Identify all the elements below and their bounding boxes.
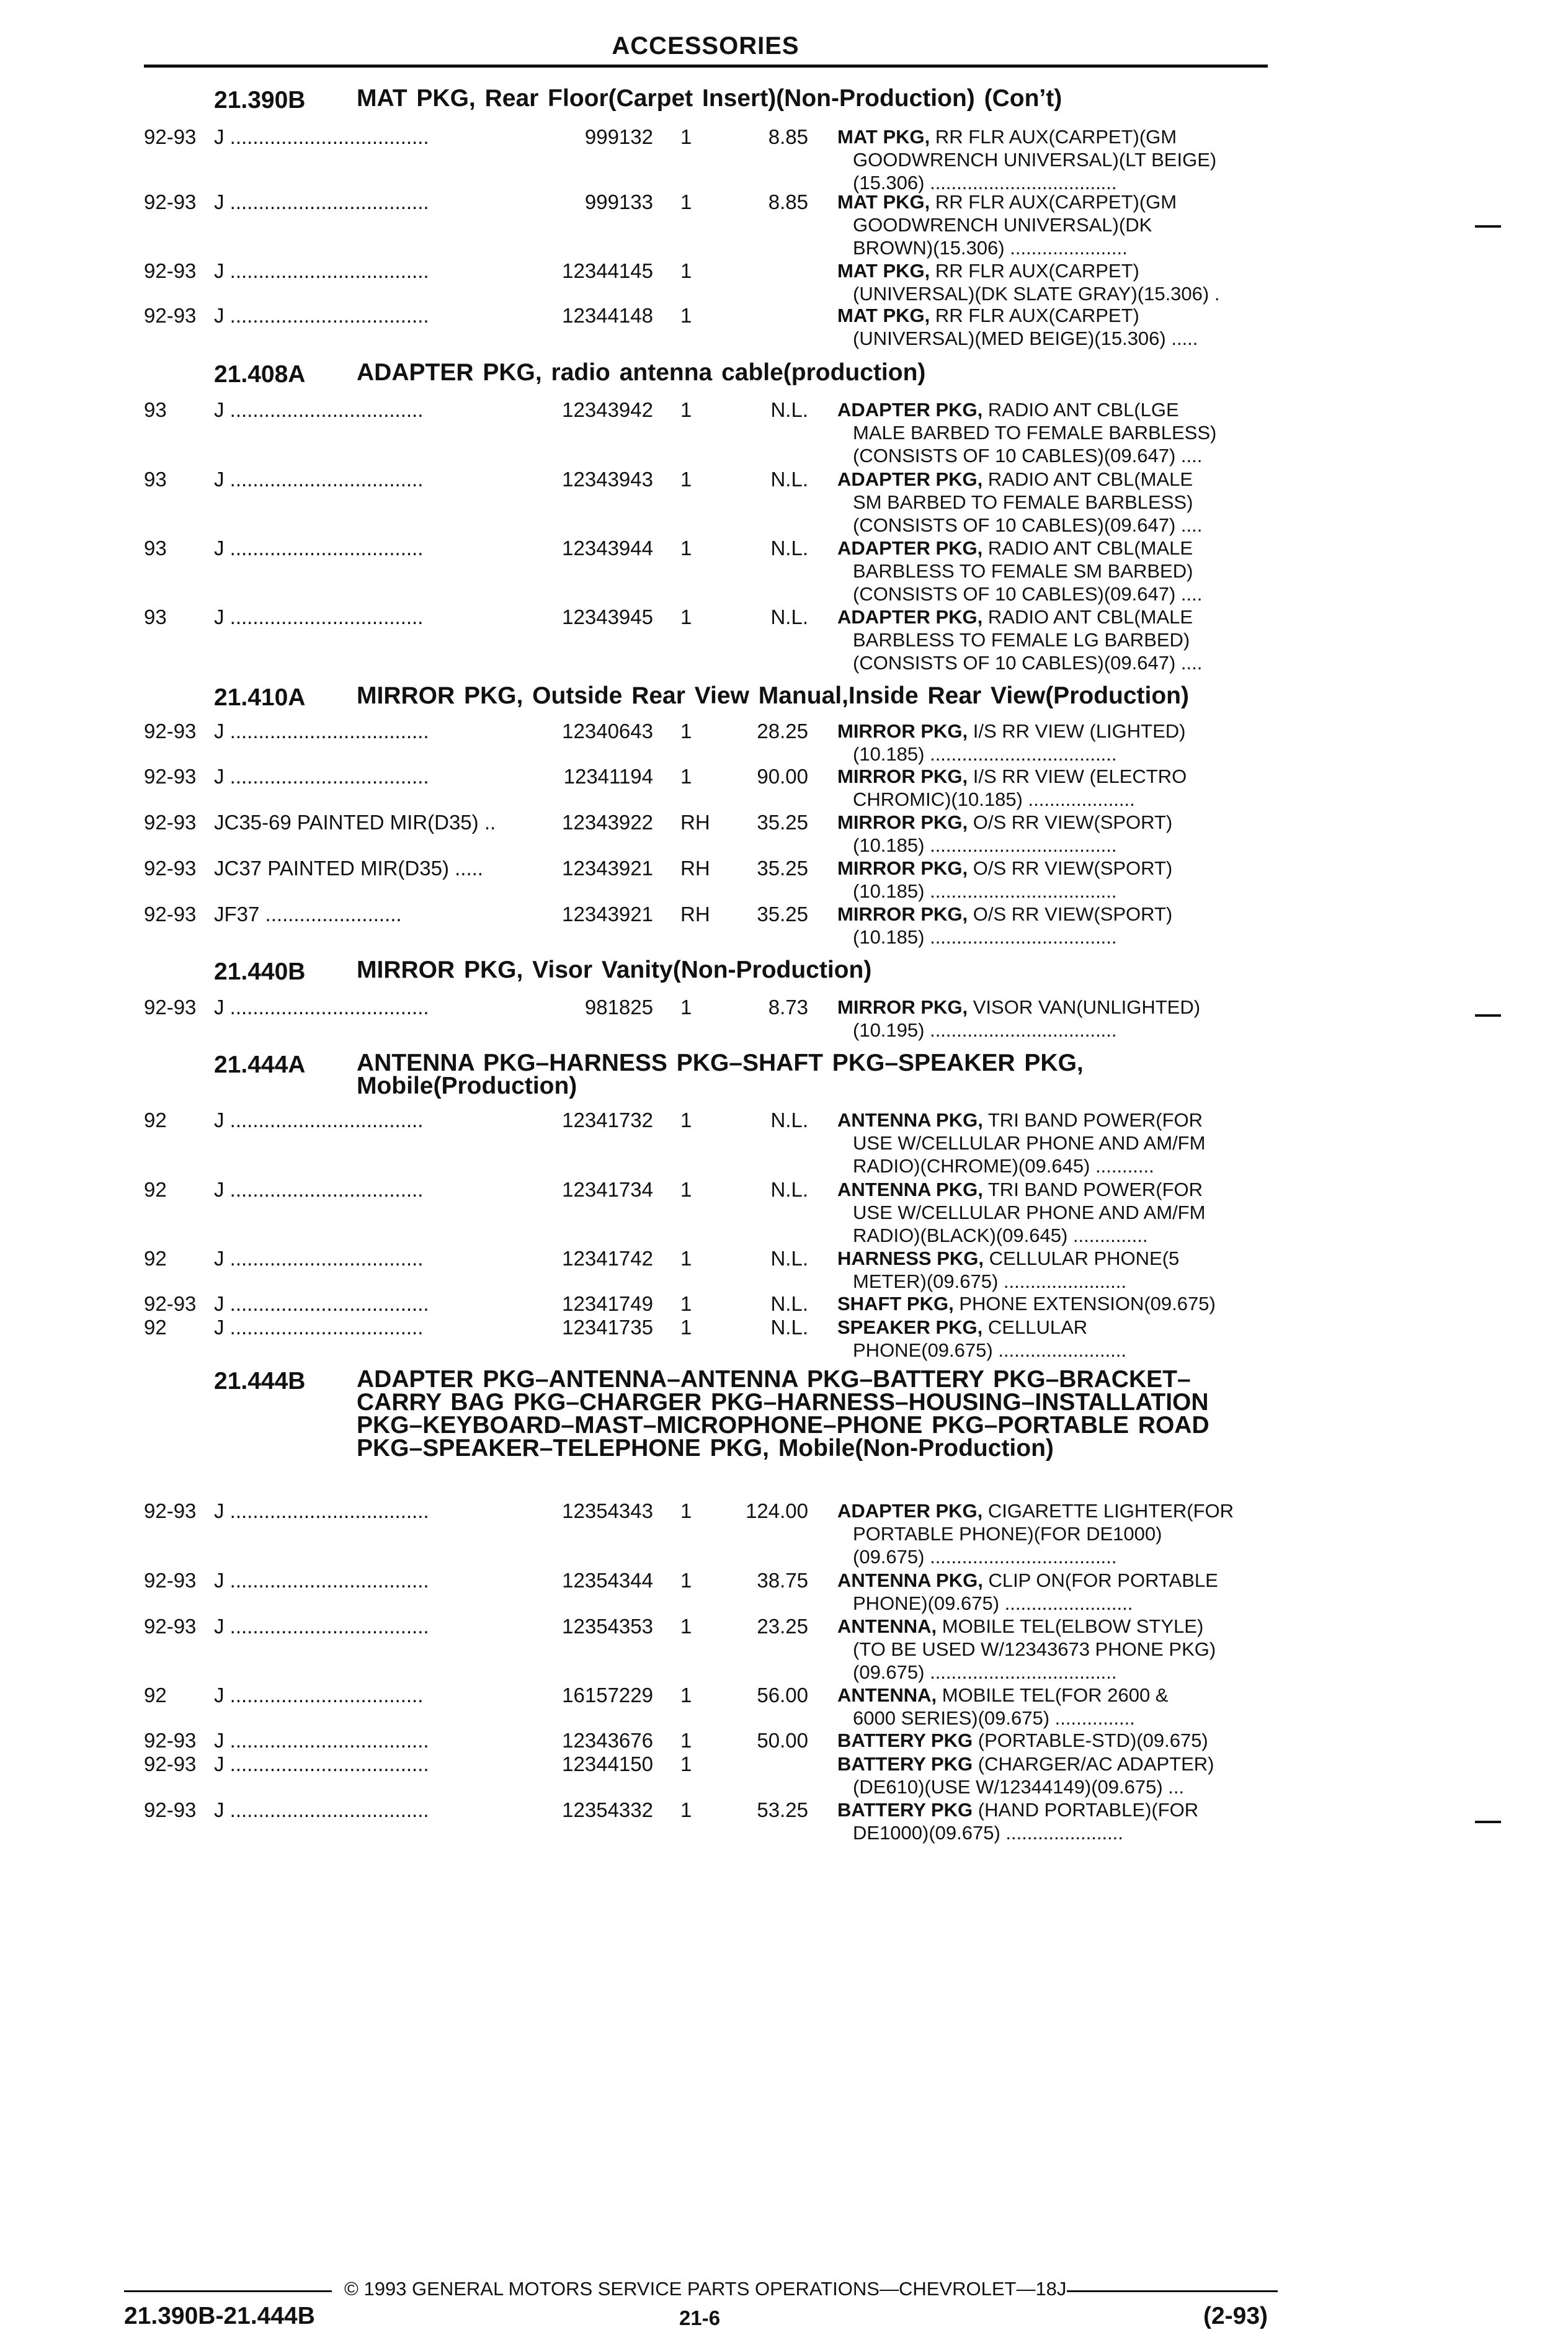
margin-change-mark [1475, 1014, 1501, 1017]
description-line [837, 996, 1268, 1019]
description-line [837, 1316, 1268, 1339]
description-line [837, 1684, 1268, 1707]
item-year: 92 [144, 1684, 167, 1707]
item-price: 8.85 [768, 125, 808, 148]
description-keyword: MIRROR PKG, [837, 720, 968, 742]
item-part-number: 12344150 [562, 1752, 653, 1775]
description-line [837, 605, 1268, 628]
item-year: 92-93 [144, 857, 197, 880]
description-line: PHONE)(09.675) ........................ [853, 1592, 1133, 1614]
item-usage: J .................................. [214, 1316, 424, 1339]
description-line [837, 1615, 1268, 1638]
description-keyword: MAT PKG, [837, 126, 930, 148]
description-line: METER)(09.675) ....................... [853, 1270, 1126, 1292]
item-quantity: RH [680, 857, 710, 880]
item-quantity: 1 [680, 1615, 692, 1638]
item-year: 92-93 [144, 811, 197, 834]
item-quantity: 1 [680, 190, 692, 213]
section-title: MIRROR PKG, Outside Rear View Manual,Inside Rear View(Production) [357, 682, 1189, 709]
item-price: 56.00 [757, 1684, 808, 1707]
item-description [837, 1247, 1268, 1293]
description-line: BARBLESS TO FEMALE LG BARBED) [853, 629, 1190, 651]
item-year: 93 [144, 468, 167, 491]
item-quantity: 1 [680, 996, 692, 1019]
description-line: (10.185) ................................... [853, 926, 1117, 948]
margin-change-mark [1475, 225, 1501, 228]
item-usage: J ................................... [214, 1798, 429, 1821]
item-usage: J .................................. [214, 1684, 424, 1707]
description-keyword: MIRROR PKG, [837, 903, 968, 925]
item-quantity: 1 [680, 1499, 692, 1522]
item-price: 90.00 [757, 765, 808, 788]
item-usage: J ................................... [214, 1569, 429, 1592]
item-usage: J ................................... [214, 259, 429, 282]
description-line: PHONE(09.675) ........................ [853, 1339, 1127, 1361]
description-keyword: MAT PKG, [837, 260, 930, 282]
item-year: 92-93 [144, 720, 197, 743]
description-line: SM BARBED TO FEMALE BARBLESS) [853, 491, 1193, 513]
item-quantity: 1 [680, 1684, 692, 1707]
item-usage: J .................................. [214, 537, 424, 560]
item-description [837, 125, 1268, 194]
item-description [837, 765, 1268, 811]
item-usage: J ................................... [214, 1752, 429, 1775]
item-usage: J .................................. [214, 398, 424, 421]
description-line [837, 903, 1268, 926]
item-description [837, 1798, 1268, 1844]
item-description [837, 1684, 1268, 1730]
description-text: MOBILE TEL(FOR 2600 & [942, 1684, 1169, 1706]
description-line [837, 1752, 1268, 1775]
description-keyword: MAT PKG, [837, 305, 930, 326]
description-keyword: BATTERY PKG [837, 1730, 973, 1751]
description-text: (PORTABLE-STD)(09.675) [978, 1730, 1208, 1751]
item-description [837, 996, 1268, 1042]
item-quantity: RH [680, 811, 710, 834]
item-quantity: 1 [680, 765, 692, 788]
description-line: (15.306) ................................... [853, 172, 1117, 194]
item-usage: J .................................. [214, 1247, 424, 1270]
description-keyword: ADAPTER PKG, [837, 606, 983, 628]
description-line: (CONSISTS OF 10 CABLES)(09.647) .... [853, 514, 1203, 536]
item-part-number: 12341742 [562, 1247, 653, 1270]
description-line [837, 259, 1268, 282]
description-text: RR FLR AUX(CARPET)(GM [935, 191, 1177, 213]
description-text: (HAND PORTABLE)(FOR [978, 1799, 1199, 1821]
item-quantity: 1 [680, 468, 692, 491]
item-year: 92-93 [144, 259, 197, 282]
item-description [837, 1316, 1268, 1362]
description-line: (DE610)(USE W/12344149)(09.675) ... [853, 1776, 1185, 1798]
description-keyword: BATTERY PKG [837, 1753, 973, 1775]
item-price: 35.25 [757, 903, 808, 926]
item-year: 92 [144, 1247, 167, 1270]
item-price: N.L. [770, 1316, 808, 1339]
item-part-number: 12340643 [562, 720, 653, 743]
item-quantity: 1 [680, 1316, 692, 1339]
description-keyword: MAT PKG, [837, 191, 930, 213]
description-line [837, 765, 1268, 788]
item-part-number: 12343944 [562, 537, 653, 560]
item-part-number: 12354343 [562, 1499, 653, 1522]
description-text: O/S RR VIEW(SPORT) [973, 903, 1173, 925]
item-usage: J ................................... [214, 125, 429, 148]
description-text: PHONE EXTENSION(09.675) [959, 1293, 1216, 1315]
item-year: 92-93 [144, 125, 197, 148]
item-description [837, 1109, 1268, 1177]
description-line: PORTABLE PHONE)(FOR DE1000) [853, 1523, 1162, 1545]
item-price: N.L. [770, 537, 808, 560]
description-line [837, 1109, 1268, 1132]
description-text: RADIO ANT CBL(MALE [987, 468, 1193, 490]
description-line [837, 1569, 1268, 1592]
item-price: 8.85 [768, 190, 808, 213]
item-quantity: 1 [680, 1292, 692, 1315]
item-part-number: 12354332 [562, 1798, 653, 1821]
item-price: N.L. [770, 468, 808, 491]
description-line [837, 468, 1268, 491]
description-keyword: MIRROR PKG, [837, 857, 968, 879]
description-text: CLIP ON(FOR PORTABLE [988, 1569, 1218, 1591]
page-title: ACCESSORIES [612, 32, 800, 60]
item-part-number: 12343921 [562, 857, 653, 880]
item-price: N.L. [770, 1109, 808, 1132]
item-quantity: 1 [680, 605, 692, 628]
item-part-number: 16157229 [562, 1684, 653, 1707]
section-code: 21.410A [214, 684, 306, 711]
item-year: 92 [144, 1109, 167, 1132]
description-keyword: ANTENNA PKG, [837, 1569, 983, 1591]
item-year: 92-93 [144, 1798, 197, 1821]
description-text: TRI BAND POWER(FOR [987, 1179, 1203, 1200]
description-keyword: BATTERY PKG [837, 1799, 973, 1821]
description-line [837, 857, 1268, 880]
item-price: 35.25 [757, 857, 808, 880]
footer-page-number: 21-6 [679, 2306, 721, 2329]
item-description [837, 605, 1268, 674]
item-part-number: 12343676 [562, 1729, 653, 1752]
item-part-number: 12354344 [562, 1569, 653, 1592]
description-line: (UNIVERSAL)(DK SLATE GRAY)(15.306) . [853, 283, 1220, 305]
item-year: 92-93 [144, 1499, 197, 1522]
item-part-number: 12341194 [563, 765, 653, 788]
item-usage: JC35-69 PAINTED MIR(D35) .. [214, 811, 496, 834]
description-line [837, 1247, 1268, 1270]
description-line [837, 1798, 1268, 1821]
description-line: (CONSISTS OF 10 CABLES)(09.647) .... [853, 583, 1203, 605]
item-part-number: 12343942 [562, 398, 653, 421]
item-part-number: 12341735 [562, 1316, 653, 1339]
item-description [837, 304, 1268, 350]
margin-change-mark [1475, 1821, 1501, 1823]
description-text: RR FLR AUX(CARPET) [935, 260, 1139, 282]
item-usage: J .................................. [214, 605, 424, 628]
item-year: 92-93 [144, 903, 197, 926]
section-code: 21.440B [214, 958, 306, 985]
item-year: 92-93 [144, 1752, 197, 1775]
description-keyword: ANTENNA PKG, [837, 1179, 983, 1200]
item-price: 35.25 [757, 811, 808, 834]
description-keyword: ANTENNA, [837, 1684, 937, 1706]
item-part-number: 12343945 [562, 605, 653, 628]
item-description [837, 720, 1268, 766]
item-quantity: RH [680, 903, 710, 926]
description-line: (UNIVERSAL)(MED BEIGE)(15.306) ..... [853, 328, 1198, 349]
description-line: (10.185) ................................... [853, 743, 1117, 765]
item-part-number: 12341749 [562, 1292, 653, 1315]
item-quantity: 1 [680, 259, 692, 282]
description-line [837, 720, 1268, 743]
description-text: TRI BAND POWER(FOR [987, 1109, 1203, 1131]
item-description [837, 1729, 1268, 1752]
description-keyword: ANTENNA PKG, [837, 1109, 983, 1131]
item-usage: J ................................... [214, 996, 429, 1019]
description-text: CIGARETTE LIGHTER(FOR [987, 1500, 1234, 1522]
description-line: BROWN)(15.306) ...................... [853, 237, 1128, 259]
description-keyword: ADAPTER PKG, [837, 1500, 983, 1522]
section-code: 21.444A [214, 1051, 306, 1078]
item-year: 93 [144, 398, 167, 421]
item-description [837, 190, 1268, 259]
item-part-number: 12344145 [562, 259, 653, 282]
item-part-number: 12343943 [562, 468, 653, 491]
description-keyword: MIRROR PKG, [837, 996, 968, 1018]
item-price: 8.73 [768, 996, 808, 1019]
description-line: (09.675) ................................... [853, 1661, 1117, 1683]
description-text: O/S RR VIEW(SPORT) [973, 857, 1173, 879]
description-text: RADIO ANT CBL(MALE [987, 537, 1193, 559]
item-price: N.L. [770, 1178, 808, 1201]
description-text: I/S RR VIEW (LIGHTED) [973, 720, 1186, 742]
description-text: RR FLR AUX(CARPET) [935, 305, 1139, 326]
item-description [837, 811, 1268, 857]
description-keyword: ADAPTER PKG, [837, 537, 983, 559]
description-keyword: SPEAKER PKG, [837, 1316, 983, 1338]
item-usage: J .................................. [214, 1109, 424, 1132]
item-price: 38.75 [757, 1569, 808, 1592]
item-quantity: 1 [680, 720, 692, 743]
item-description [837, 398, 1268, 467]
item-part-number: 999133 [584, 190, 653, 213]
item-part-number: 12341734 [562, 1178, 653, 1201]
description-text: MOBILE TEL(ELBOW STYLE) [942, 1615, 1204, 1637]
description-keyword: ANTENNA, [837, 1615, 937, 1637]
item-usage: J ................................... [214, 304, 429, 327]
description-line: DE1000)(09.675) ...................... [853, 1822, 1123, 1844]
section-title: ANTENNA PKG–HARNESS PKG–SHAFT PKG–SPEAKER PKG, Mobile(Production) [357, 1050, 1084, 1099]
description-line: RADIO)(CHROME)(09.645) ........... [853, 1155, 1154, 1177]
description-line [837, 398, 1268, 421]
item-usage: J ................................... [214, 765, 429, 788]
section-code: 21.408A [214, 361, 306, 388]
section-code: 21.444B [214, 1368, 306, 1395]
item-year: 92-93 [144, 304, 197, 327]
item-description [837, 468, 1268, 537]
description-line: (10.195) ................................... [853, 1019, 1117, 1041]
item-usage: JC37 PAINTED MIR(D35) ..... [214, 857, 483, 880]
item-usage: J ................................... [214, 1292, 429, 1315]
description-line: 6000 SERIES)(09.675) ............... [853, 1707, 1135, 1729]
footer-date-code: (2-93) [1203, 2303, 1268, 2329]
description-line: (CONSISTS OF 10 CABLES)(09.647) .... [853, 652, 1203, 674]
item-quantity: 1 [680, 1798, 692, 1821]
item-price: N.L. [770, 605, 808, 628]
item-usage: J ................................... [214, 720, 429, 743]
description-line: (09.675) ................................... [853, 1546, 1117, 1568]
item-price: N.L. [770, 1292, 808, 1315]
description-line [837, 811, 1268, 834]
item-description [837, 537, 1268, 605]
description-line: MALE BARBED TO FEMALE BARBLESS) [853, 422, 1217, 444]
description-line: (TO BE USED W/12343673 PHONE PKG) [853, 1638, 1216, 1660]
item-usage: J ................................... [214, 1729, 429, 1752]
item-part-number: 12341732 [562, 1109, 653, 1132]
item-description [837, 1752, 1268, 1798]
item-usage: J ................................... [214, 1615, 429, 1638]
item-part-number: 12343922 [562, 811, 653, 834]
description-keyword: ADAPTER PKG, [837, 399, 983, 421]
item-year: 92-93 [144, 1569, 197, 1592]
item-description [837, 1569, 1268, 1615]
item-year: 92-93 [144, 190, 197, 213]
footer-rule-right [1067, 2290, 1278, 2292]
item-description [837, 903, 1268, 949]
item-part-number: 12344148 [562, 304, 653, 327]
description-line [837, 1292, 1268, 1315]
description-text: (CHARGER/AC ADAPTER) [978, 1753, 1214, 1775]
description-keyword: HARNESS PKG, [837, 1248, 984, 1269]
item-year: 93 [144, 605, 167, 628]
item-price: 124.00 [746, 1499, 808, 1522]
description-keyword: SHAFT PKG, [837, 1293, 954, 1315]
description-line [837, 1499, 1268, 1522]
item-usage: JF37 ........................ [214, 903, 402, 926]
description-line: GOODWRENCH UNIVERSAL)(LT BEIGE) [853, 149, 1217, 171]
description-text: RADIO ANT CBL(MALE [987, 606, 1193, 628]
item-year: 92 [144, 1316, 167, 1339]
item-quantity: 1 [680, 1247, 692, 1270]
item-quantity: 1 [680, 398, 692, 421]
item-quantity: 1 [680, 1752, 692, 1775]
item-description [837, 857, 1268, 903]
description-line: (10.185) ................................... [853, 880, 1117, 902]
item-usage: J ................................... [214, 1499, 429, 1522]
description-keyword: MIRROR PKG, [837, 811, 968, 833]
item-quantity: 1 [680, 537, 692, 560]
description-line: USE W/CELLULAR PHONE AND AM/FM [853, 1132, 1206, 1154]
description-text: CELLULAR PHONE(5 [989, 1248, 1180, 1269]
footer-section-range: 21.390B-21.444B [124, 2303, 315, 2329]
item-year: 92-93 [144, 1292, 197, 1315]
footer-copyright: © 1993 GENERAL MOTORS SERVICE PARTS OPERATIONS—CHEVROLET—18J [344, 2278, 1067, 2300]
item-usage: J .................................. [214, 468, 424, 491]
description-keyword: ADAPTER PKG, [837, 468, 983, 490]
description-text: RR FLR AUX(CARPET)(GM [935, 126, 1177, 148]
item-quantity: 1 [680, 125, 692, 148]
item-usage: J .................................. [214, 1178, 424, 1201]
description-text: O/S RR VIEW(SPORT) [973, 811, 1173, 833]
item-price: N.L. [770, 1247, 808, 1270]
item-description [837, 1615, 1268, 1684]
item-price: 50.00 [757, 1729, 808, 1752]
footer-rule-left [124, 2290, 332, 2292]
header-rule [144, 65, 1268, 68]
description-keyword: MIRROR PKG, [837, 766, 968, 787]
item-usage: J ................................... [214, 190, 429, 213]
description-line [837, 537, 1268, 560]
description-line [837, 190, 1268, 213]
item-quantity: 1 [680, 1729, 692, 1752]
description-line [837, 1178, 1268, 1201]
item-part-number: 999132 [584, 125, 653, 148]
description-line: GOODWRENCH UNIVERSAL)(DK [853, 214, 1152, 236]
item-part-number: 12354353 [562, 1615, 653, 1638]
item-description [837, 1499, 1268, 1568]
item-year: 92 [144, 1178, 167, 1201]
description-line: USE W/CELLULAR PHONE AND AM/FM [853, 1202, 1206, 1223]
item-price: 23.25 [757, 1615, 808, 1638]
description-line: (CONSISTS OF 10 CABLES)(09.647) .... [853, 445, 1203, 466]
description-line: (10.185) ................................... [853, 834, 1117, 856]
item-description [837, 1292, 1268, 1315]
item-year: 92-93 [144, 1615, 197, 1638]
section-title: MAT PKG, Rear Floor(Carpet Insert)(Non-Production) (Con’t) [357, 85, 1062, 112]
description-line [837, 304, 1268, 327]
description-line: BARBLESS TO FEMALE SM BARBED) [853, 560, 1193, 582]
item-quantity: 1 [680, 1178, 692, 1201]
description-text: I/S RR VIEW (ELECTRO [973, 766, 1187, 787]
description-line [837, 1729, 1268, 1752]
item-description [837, 259, 1268, 305]
item-price: 28.25 [757, 720, 808, 743]
section-title: ADAPTER PKG, radio antenna cable(production) [357, 359, 926, 386]
section-code: 21.390B [214, 87, 306, 114]
item-quantity: 1 [680, 1569, 692, 1592]
description-line: CHROMIC)(10.185) .................... [853, 788, 1135, 810]
description-line: RADIO)(BLACK)(09.645) .............. [853, 1225, 1148, 1246]
item-part-number: 12343921 [562, 903, 653, 926]
item-year: 92-93 [144, 996, 197, 1019]
section-title: ADAPTER PKG–ANTENNA–ANTENNA PKG–BATTERY PKG–BRACKET–CARRY BAG PKG–CHARGER PKG–HARNESS–HOUSING–INSTALLATION PKG–KEYBOARD–MAST–MICROPHONE–PHONE PKG–PORTABLE ROAD PKG–SPEAKER–TELEPHONE PKG, Mobile(Non-Production) [357, 1366, 1209, 1462]
description-line [837, 125, 1268, 148]
item-price: 53.25 [757, 1798, 808, 1821]
item-year: 92-93 [144, 1729, 197, 1752]
item-year: 93 [144, 537, 167, 560]
item-part-number: 981825 [584, 996, 653, 1019]
section-title: MIRROR PKG, Visor Vanity(Non-Production) [357, 957, 872, 983]
item-description [837, 1178, 1268, 1247]
description-text: CELLULAR [987, 1316, 1088, 1338]
description-text: RADIO ANT CBL(LGE [987, 399, 1179, 421]
item-quantity: 1 [680, 1109, 692, 1132]
description-text: VISOR VAN(UNLIGHTED) [973, 996, 1201, 1018]
item-year: 92-93 [144, 765, 197, 788]
item-quantity: 1 [680, 304, 692, 327]
item-price: N.L. [770, 398, 808, 421]
